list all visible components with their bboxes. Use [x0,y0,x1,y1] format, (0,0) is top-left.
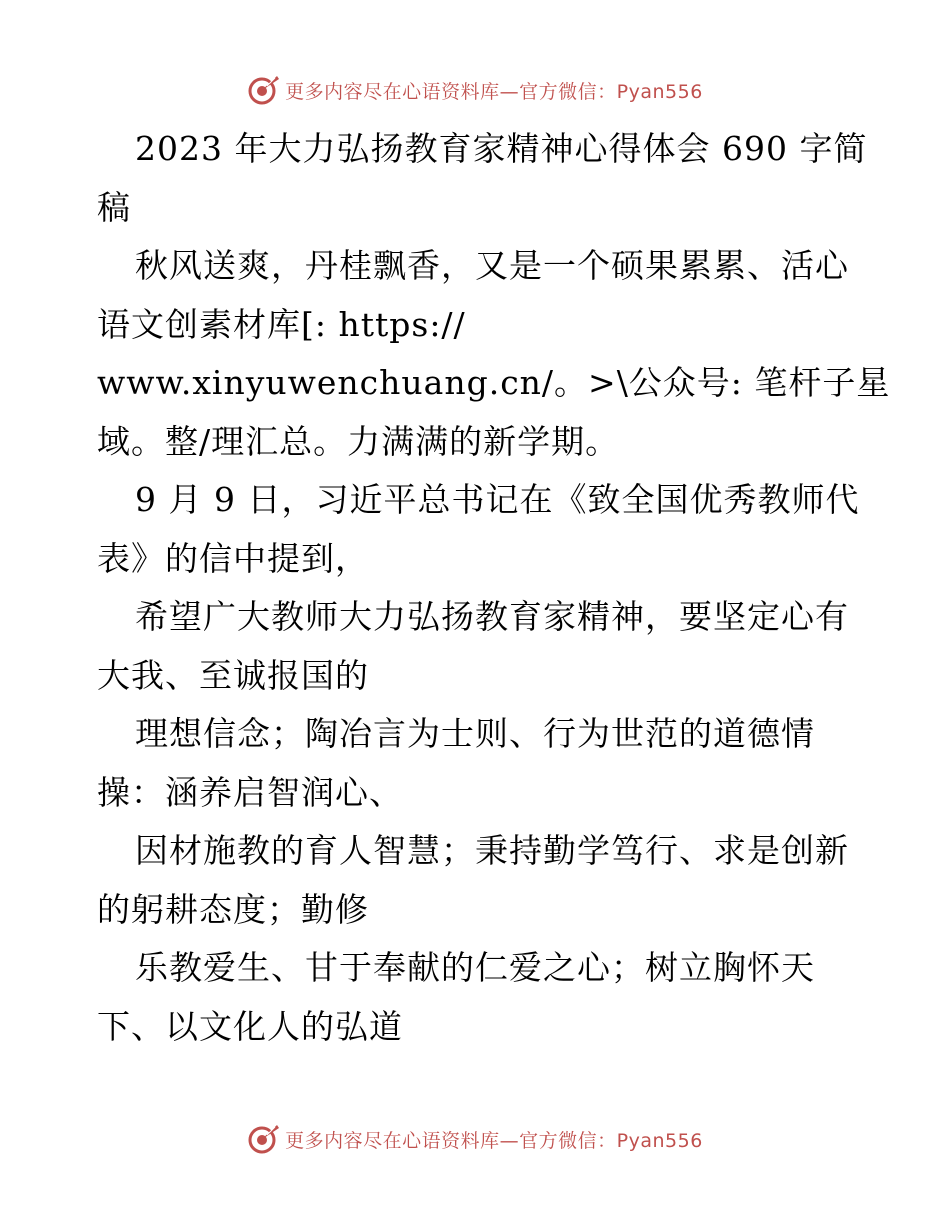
quill-pen-logo-icon [247,1122,281,1156]
paragraph-line: www.xinyuwenchuang.cn/。>\公众号: 笔杆子星 [97,363,891,402]
paragraph-line: 操：涵养启智润心、 [97,772,403,812]
paragraph-line: 9 月 9 日，习近平总书记在《致全国优秀教师代 [135,480,860,519]
paragraph-line: 因材施教的育人智慧；秉持勤学笃行、求是创新 [135,831,849,870]
paragraph-line: 大我、至诚报国的 [97,655,369,695]
paragraph-line: 下、以文化人的弘道 [97,1006,403,1046]
title-line-1: 2023 年大力弘扬教育家精神心得体会 690 字简 [135,129,868,168]
title-line-2: 稿 [97,187,131,227]
paragraph-line: 乐教爱生、甘于奉献的仁爱之心；树立胸怀天 [135,948,815,987]
footer-watermark-text: 更多内容尽在心语资料库—官方微信：Pyan556 [285,1129,703,1152]
paragraph-line: 表》的信中提到， [97,538,369,578]
paragraph-line: 域。整/理汇总。力满满的新学期。 [97,421,620,461]
header-watermark-banner [0,70,950,110]
paragraph-line: 的躬耕态度；勤修 [97,889,369,929]
paragraph-line: 理想信念；陶冶言为士则、行为世范的道德情 [135,714,815,753]
paragraph-line: 语文创素材库[: https:// [97,304,466,344]
header-watermark-text: 更多内容尽在心语资料库—官方微信：Pyan556 [285,80,703,103]
quill-pen-logo-icon [247,73,281,107]
document-body [97,120,891,1056]
footer-watermark-banner [0,1119,950,1159]
paragraph-line: 希望广大教师大力弘扬教育家精神，要坚定心有 [135,597,849,636]
paragraph-line: 秋风送爽，丹桂飘香，又是一个硕果累累、活心 [135,246,849,285]
